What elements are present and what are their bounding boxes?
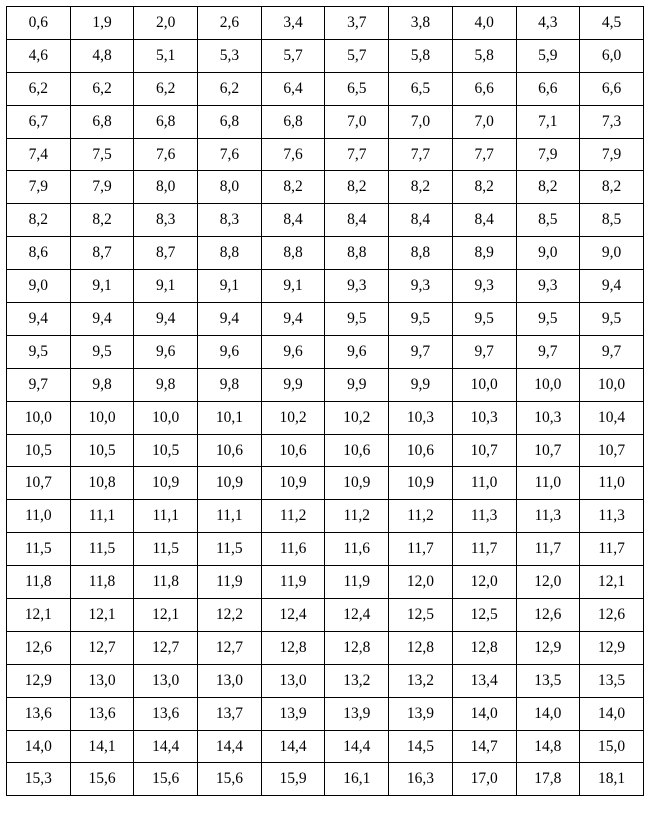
table-cell: 10,6 (389, 434, 453, 467)
table-cell: 9,9 (389, 368, 453, 401)
table-cell: 8,2 (70, 204, 134, 237)
table-row (7, 138, 644, 171)
table-cell: 11,5 (7, 533, 71, 566)
table-cell: 12,9 (516, 631, 580, 664)
table-cell: 9,3 (516, 270, 580, 303)
table-row (7, 500, 644, 533)
table-cell: 11,2 (325, 500, 389, 533)
table-cell: 10,6 (261, 434, 325, 467)
table-cell: 6,2 (7, 72, 71, 105)
table-cell: 13,6 (70, 697, 134, 730)
table-cell: 15,9 (261, 763, 325, 796)
table-cell: 9,6 (198, 335, 262, 368)
table-cell: 11,3 (452, 500, 516, 533)
table-cell: 15,6 (70, 763, 134, 796)
table-cell: 4,5 (580, 7, 644, 40)
table-cell: 12,8 (261, 631, 325, 664)
table-cell: 8,7 (134, 237, 198, 270)
table-row (7, 303, 644, 336)
table-cell: 9,1 (134, 270, 198, 303)
table-cell: 9,7 (516, 335, 580, 368)
table-cell: 10,9 (198, 467, 262, 500)
table-cell: 12,7 (134, 631, 198, 664)
table-cell: 11,5 (198, 533, 262, 566)
table-cell: 12,7 (198, 631, 262, 664)
table-row (7, 533, 644, 566)
table-cell: 8,8 (198, 237, 262, 270)
table-cell: 15,6 (134, 763, 198, 796)
table-cell: 12,1 (70, 599, 134, 632)
table-cell: 17,0 (452, 763, 516, 796)
table-cell: 10,0 (7, 401, 71, 434)
table-cell: 14,4 (198, 730, 262, 763)
table-cell: 10,3 (452, 401, 516, 434)
table-cell: 11,5 (134, 533, 198, 566)
table-cell: 9,7 (452, 335, 516, 368)
table-cell: 12,6 (516, 599, 580, 632)
table-cell: 9,5 (452, 303, 516, 336)
table-cell: 8,3 (198, 204, 262, 237)
table-cell: 7,6 (198, 138, 262, 171)
table-cell: 9,0 (580, 237, 644, 270)
table-cell: 12,4 (325, 599, 389, 632)
table-cell: 9,8 (70, 368, 134, 401)
table-cell: 10,2 (261, 401, 325, 434)
table-cell: 9,0 (7, 270, 71, 303)
table-cell: 6,5 (389, 72, 453, 105)
table-cell: 7,6 (134, 138, 198, 171)
table-row (7, 335, 644, 368)
table-cell: 3,8 (389, 7, 453, 40)
table-cell: 15,3 (7, 763, 71, 796)
table-row (7, 467, 644, 500)
table-cell: 8,8 (389, 237, 453, 270)
table-cell: 11,8 (134, 566, 198, 599)
table-row (7, 631, 644, 664)
table-cell: 10,1 (198, 401, 262, 434)
table-row (7, 7, 644, 40)
table-cell: 14,1 (70, 730, 134, 763)
table-cell: 14,4 (134, 730, 198, 763)
table-cell: 11,7 (452, 533, 516, 566)
table-cell: 13,6 (134, 697, 198, 730)
table-cell: 3,7 (325, 7, 389, 40)
table-cell: 11,6 (261, 533, 325, 566)
table-cell: 6,2 (198, 72, 262, 105)
table-cell: 6,7 (7, 105, 71, 138)
table-cell: 9,1 (70, 270, 134, 303)
table-cell: 10,0 (134, 401, 198, 434)
table-cell: 9,0 (516, 237, 580, 270)
table-cell: 8,4 (389, 204, 453, 237)
table-cell: 12,1 (134, 599, 198, 632)
table-cell: 7,9 (70, 171, 134, 204)
table-cell: 6,8 (134, 105, 198, 138)
table-cell: 6,4 (261, 72, 325, 105)
table-cell: 4,0 (452, 7, 516, 40)
table-cell: 8,3 (134, 204, 198, 237)
table-cell: 11,7 (580, 533, 644, 566)
table-cell: 14,7 (452, 730, 516, 763)
table-cell: 7,0 (325, 105, 389, 138)
table-cell: 10,0 (516, 368, 580, 401)
table-cell: 13,6 (7, 697, 71, 730)
table-row (7, 566, 644, 599)
table-cell: 8,4 (261, 204, 325, 237)
table-row (7, 105, 644, 138)
table-cell: 9,4 (198, 303, 262, 336)
table-cell: 9,4 (261, 303, 325, 336)
table-cell: 5,7 (261, 39, 325, 72)
table-cell: 13,0 (70, 664, 134, 697)
table-cell: 12,8 (389, 631, 453, 664)
table-cell: 8,2 (516, 171, 580, 204)
table-cell: 9,3 (325, 270, 389, 303)
table-cell: 9,7 (7, 368, 71, 401)
table-cell: 9,4 (580, 270, 644, 303)
table-row (7, 730, 644, 763)
table-cell: 13,7 (198, 697, 262, 730)
table-cell: 11,9 (261, 566, 325, 599)
table-cell: 13,0 (198, 664, 262, 697)
table-row (7, 204, 644, 237)
table-cell: 1,9 (70, 7, 134, 40)
table-cell: 6,8 (261, 105, 325, 138)
table-cell: 12,6 (580, 599, 644, 632)
table-cell: 12,4 (261, 599, 325, 632)
table-cell: 6,8 (198, 105, 262, 138)
table-cell: 10,2 (325, 401, 389, 434)
table-cell: 7,1 (516, 105, 580, 138)
table-cell: 8,7 (70, 237, 134, 270)
table-cell: 8,2 (325, 171, 389, 204)
table-cell: 11,1 (134, 500, 198, 533)
table-cell: 11,2 (389, 500, 453, 533)
table-cell: 9,6 (261, 335, 325, 368)
table-cell: 11,0 (516, 467, 580, 500)
table-cell: 16,3 (389, 763, 453, 796)
table-cell: 9,3 (389, 270, 453, 303)
table-cell: 12,0 (452, 566, 516, 599)
table-cell: 8,2 (261, 171, 325, 204)
table-cell: 9,4 (70, 303, 134, 336)
table-cell: 13,9 (389, 697, 453, 730)
table-row (7, 39, 644, 72)
table-cell: 8,2 (389, 171, 453, 204)
data-table (6, 6, 644, 796)
table-cell: 8,8 (261, 237, 325, 270)
table-cell: 9,7 (580, 335, 644, 368)
table-cell: 8,6 (7, 237, 71, 270)
table-cell: 8,4 (325, 204, 389, 237)
table-cell: 5,8 (389, 39, 453, 72)
table-cell: 8,2 (452, 171, 516, 204)
table-cell: 13,9 (325, 697, 389, 730)
table-cell: 8,0 (134, 171, 198, 204)
table-cell: 14,4 (325, 730, 389, 763)
table-cell: 6,6 (580, 72, 644, 105)
table-cell: 12,8 (325, 631, 389, 664)
table-row (7, 697, 644, 730)
table-cell: 8,2 (580, 171, 644, 204)
table-cell: 11,3 (580, 500, 644, 533)
table-cell: 9,8 (198, 368, 262, 401)
table-cell: 12,0 (516, 566, 580, 599)
table-cell: 10,9 (389, 467, 453, 500)
table-cell: 6,8 (70, 105, 134, 138)
table-cell: 9,5 (516, 303, 580, 336)
table-cell: 7,7 (325, 138, 389, 171)
table-cell: 11,3 (516, 500, 580, 533)
table-cell: 5,8 (452, 39, 516, 72)
table-cell: 9,5 (580, 303, 644, 336)
table-cell: 9,7 (389, 335, 453, 368)
table-cell: 6,2 (134, 72, 198, 105)
table-cell: 7,9 (7, 171, 71, 204)
table-cell: 12,9 (580, 631, 644, 664)
table-cell: 11,8 (7, 566, 71, 599)
table-cell: 11,9 (325, 566, 389, 599)
table-cell: 13,5 (516, 664, 580, 697)
table-cell: 15,0 (580, 730, 644, 763)
table-cell: 11,7 (516, 533, 580, 566)
table-cell: 10,7 (7, 467, 71, 500)
table-cell: 8,2 (7, 204, 71, 237)
table-cell: 13,0 (134, 664, 198, 697)
table-cell: 9,6 (134, 335, 198, 368)
table-cell: 11,1 (70, 500, 134, 533)
table-cell: 10,4 (580, 401, 644, 434)
table-cell: 8,4 (452, 204, 516, 237)
table-cell: 16,1 (325, 763, 389, 796)
table-cell: 4,3 (516, 7, 580, 40)
table-row (7, 434, 644, 467)
table-cell: 12,8 (452, 631, 516, 664)
table-cell: 9,9 (261, 368, 325, 401)
table-cell: 12,1 (7, 599, 71, 632)
table-cell: 6,6 (452, 72, 516, 105)
table-cell: 6,6 (516, 72, 580, 105)
table-cell: 10,8 (70, 467, 134, 500)
table-cell: 11,0 (452, 467, 516, 500)
table-cell: 9,1 (198, 270, 262, 303)
table-cell: 14,8 (516, 730, 580, 763)
table-cell: 11,8 (70, 566, 134, 599)
table-cell: 10,5 (134, 434, 198, 467)
table-cell: 10,0 (70, 401, 134, 434)
table-cell: 7,4 (7, 138, 71, 171)
table-cell: 14,0 (452, 697, 516, 730)
table-cell: 10,6 (198, 434, 262, 467)
table-cell: 11,0 (580, 467, 644, 500)
table-cell: 3,4 (261, 7, 325, 40)
table-cell: 18,1 (580, 763, 644, 796)
table-cell: 13,5 (580, 664, 644, 697)
table-cell: 14,4 (261, 730, 325, 763)
table-cell: 10,7 (516, 434, 580, 467)
table-cell: 7,7 (389, 138, 453, 171)
table-cell: 5,3 (198, 39, 262, 72)
table-cell: 2,0 (134, 7, 198, 40)
table-cell: 7,5 (70, 138, 134, 171)
table-cell: 8,9 (452, 237, 516, 270)
table-cell: 7,9 (516, 138, 580, 171)
table-row (7, 270, 644, 303)
table-cell: 12,0 (389, 566, 453, 599)
table-cell: 14,0 (7, 730, 71, 763)
table-cell: 14,0 (516, 697, 580, 730)
table-body (7, 7, 644, 796)
table-row (7, 237, 644, 270)
table-cell: 9,5 (70, 335, 134, 368)
table-row (7, 599, 644, 632)
table-cell: 11,2 (261, 500, 325, 533)
table-cell: 10,0 (452, 368, 516, 401)
table-cell: 9,5 (325, 303, 389, 336)
table-cell: 10,7 (452, 434, 516, 467)
table-cell: 10,6 (325, 434, 389, 467)
table-cell: 13,2 (325, 664, 389, 697)
table-cell: 14,5 (389, 730, 453, 763)
table-cell: 7,3 (580, 105, 644, 138)
table-cell: 0,6 (7, 7, 71, 40)
table-cell: 9,5 (7, 335, 71, 368)
table-cell: 8,5 (516, 204, 580, 237)
table-cell: 9,9 (325, 368, 389, 401)
table-cell: 10,9 (325, 467, 389, 500)
table-row (7, 401, 644, 434)
table-cell: 10,3 (516, 401, 580, 434)
table-cell: 7,9 (580, 138, 644, 171)
table-cell: 11,7 (389, 533, 453, 566)
table-cell: 12,1 (580, 566, 644, 599)
table-cell: 6,2 (70, 72, 134, 105)
table-cell: 12,7 (70, 631, 134, 664)
table-cell: 10,9 (134, 467, 198, 500)
table-cell: 9,4 (7, 303, 71, 336)
table-cell: 10,0 (580, 368, 644, 401)
table-cell: 2,6 (198, 7, 262, 40)
table-cell: 9,8 (134, 368, 198, 401)
table-cell: 10,9 (261, 467, 325, 500)
table-cell: 12,9 (7, 664, 71, 697)
table-cell: 8,5 (580, 204, 644, 237)
table-cell: 13,0 (261, 664, 325, 697)
table-row (7, 368, 644, 401)
table-cell: 14,0 (580, 697, 644, 730)
table-cell: 6,5 (325, 72, 389, 105)
table-cell: 5,7 (325, 39, 389, 72)
table-cell: 11,5 (70, 533, 134, 566)
table-cell: 6,0 (580, 39, 644, 72)
table-row (7, 763, 644, 796)
table-cell: 11,6 (325, 533, 389, 566)
table-cell: 9,5 (389, 303, 453, 336)
table-cell: 10,5 (70, 434, 134, 467)
table-cell: 12,6 (7, 631, 71, 664)
table-row (7, 72, 644, 105)
table-cell: 4,8 (70, 39, 134, 72)
table-cell: 11,0 (7, 500, 71, 533)
table-cell: 12,5 (452, 599, 516, 632)
table-row (7, 171, 644, 204)
table-cell: 7,0 (389, 105, 453, 138)
table-cell: 12,5 (389, 599, 453, 632)
table-cell: 13,9 (261, 697, 325, 730)
table-cell: 17,8 (516, 763, 580, 796)
table-cell: 8,8 (325, 237, 389, 270)
table-cell: 15,6 (198, 763, 262, 796)
table-cell: 9,3 (452, 270, 516, 303)
table-cell: 7,0 (452, 105, 516, 138)
table-cell: 10,7 (580, 434, 644, 467)
table-cell: 7,6 (261, 138, 325, 171)
table-cell: 5,1 (134, 39, 198, 72)
table-cell: 9,1 (261, 270, 325, 303)
table-cell: 5,9 (516, 39, 580, 72)
table-cell: 4,6 (7, 39, 71, 72)
table-cell: 7,7 (452, 138, 516, 171)
table-cell: 11,9 (198, 566, 262, 599)
table-cell: 10,3 (389, 401, 453, 434)
table-cell: 11,1 (198, 500, 262, 533)
table-cell: 9,6 (325, 335, 389, 368)
table-cell: 10,5 (7, 434, 71, 467)
table-cell: 8,0 (198, 171, 262, 204)
table-cell: 12,2 (198, 599, 262, 632)
table-cell: 13,2 (389, 664, 453, 697)
table-cell: 9,4 (134, 303, 198, 336)
table-cell: 13,4 (452, 664, 516, 697)
table-row (7, 664, 644, 697)
